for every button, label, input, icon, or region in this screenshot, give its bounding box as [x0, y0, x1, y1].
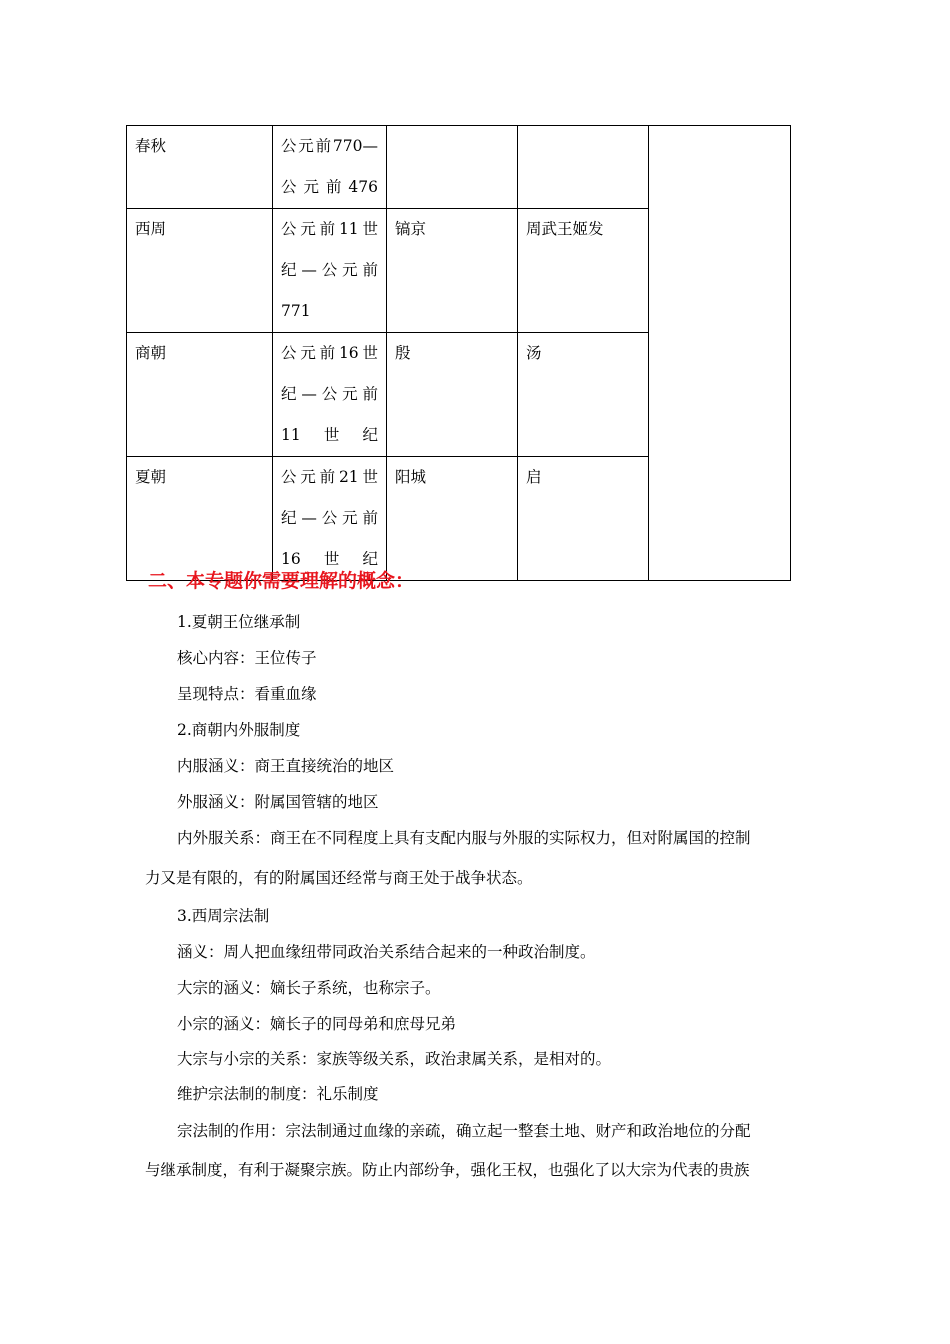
- founder-cell: 启: [518, 457, 649, 581]
- dynasty-cell: 商朝: [127, 333, 273, 457]
- concept-line: 小宗的涵义：嫡长子的同母弟和庶母兄弟: [177, 1015, 457, 1033]
- section-heading: 二、本专题你需要理解的概念：: [148, 570, 415, 592]
- concept-title-shang: 2.商朝内外服制度: [177, 721, 301, 739]
- capital-cell: 镐京: [387, 209, 518, 333]
- concept-title-xia: 1.夏朝王位继承制: [177, 613, 301, 631]
- dynasty-cell: 夏朝: [127, 457, 273, 581]
- concept-line: 内服涵义：商王直接统治的地区: [177, 757, 395, 775]
- concept-line: 与继承制度，有利于凝聚宗族。防止内部纷争，强化王权，也强化了以大宗为代表的贵族: [145, 1161, 750, 1179]
- concept-line: 大宗的涵义：嫡长子系统，也称宗子。: [177, 979, 441, 997]
- concept-line: 宗法制的作用：宗法制通过血缘的亲疏，确立起一整套土地、财产和政治地位的分配: [177, 1122, 751, 1140]
- concept-line: 大宗与小宗的关系：家族等级关系，政治隶属关系，是相对的。: [177, 1050, 612, 1068]
- concept-title-zhou: 3.西周宗法制: [177, 907, 270, 925]
- dynasty-table: [126, 125, 791, 581]
- concept-line: 内外服关系：商王在不同程度上具有支配内服与外服的实际权力，但对附属国的控制: [177, 829, 751, 847]
- notes-cell: [649, 126, 791, 581]
- concept-line: 呈现特点：看重血缘: [177, 685, 317, 703]
- capital-cell: 殷: [387, 333, 518, 457]
- concept-line: 维护宗法制的制度：礼乐制度: [177, 1085, 379, 1103]
- concept-line: 力又是有限的，有的附属国还经常与商王处于战争状态。: [145, 869, 533, 887]
- capital-cell: [387, 126, 518, 209]
- capital-cell: 阳城: [387, 457, 518, 581]
- dynasty-cell: 西周: [127, 209, 273, 333]
- founder-cell: 汤: [518, 333, 649, 457]
- dynasty-cell: 春秋: [127, 126, 273, 209]
- concept-line: 涵义：周人把血缘纽带同政治关系结合起来的一种政治制度。: [177, 943, 596, 961]
- dates-cell: 公元前770— 公元前476: [273, 126, 387, 209]
- table-row: [127, 126, 791, 209]
- founder-cell: 周武王姬发: [518, 209, 649, 333]
- dates-cell: 公元前21世 纪—公元前 16世纪: [273, 457, 387, 581]
- dates-cell: 公元前11世 纪—公元前 771: [273, 209, 387, 333]
- concept-line: 核心内容：王位传子: [177, 649, 317, 667]
- dates-cell: 公元前16世 纪—公元前 11世纪: [273, 333, 387, 457]
- concept-line: 外服涵义：附属国管辖的地区: [177, 793, 379, 811]
- founder-cell: [518, 126, 649, 209]
